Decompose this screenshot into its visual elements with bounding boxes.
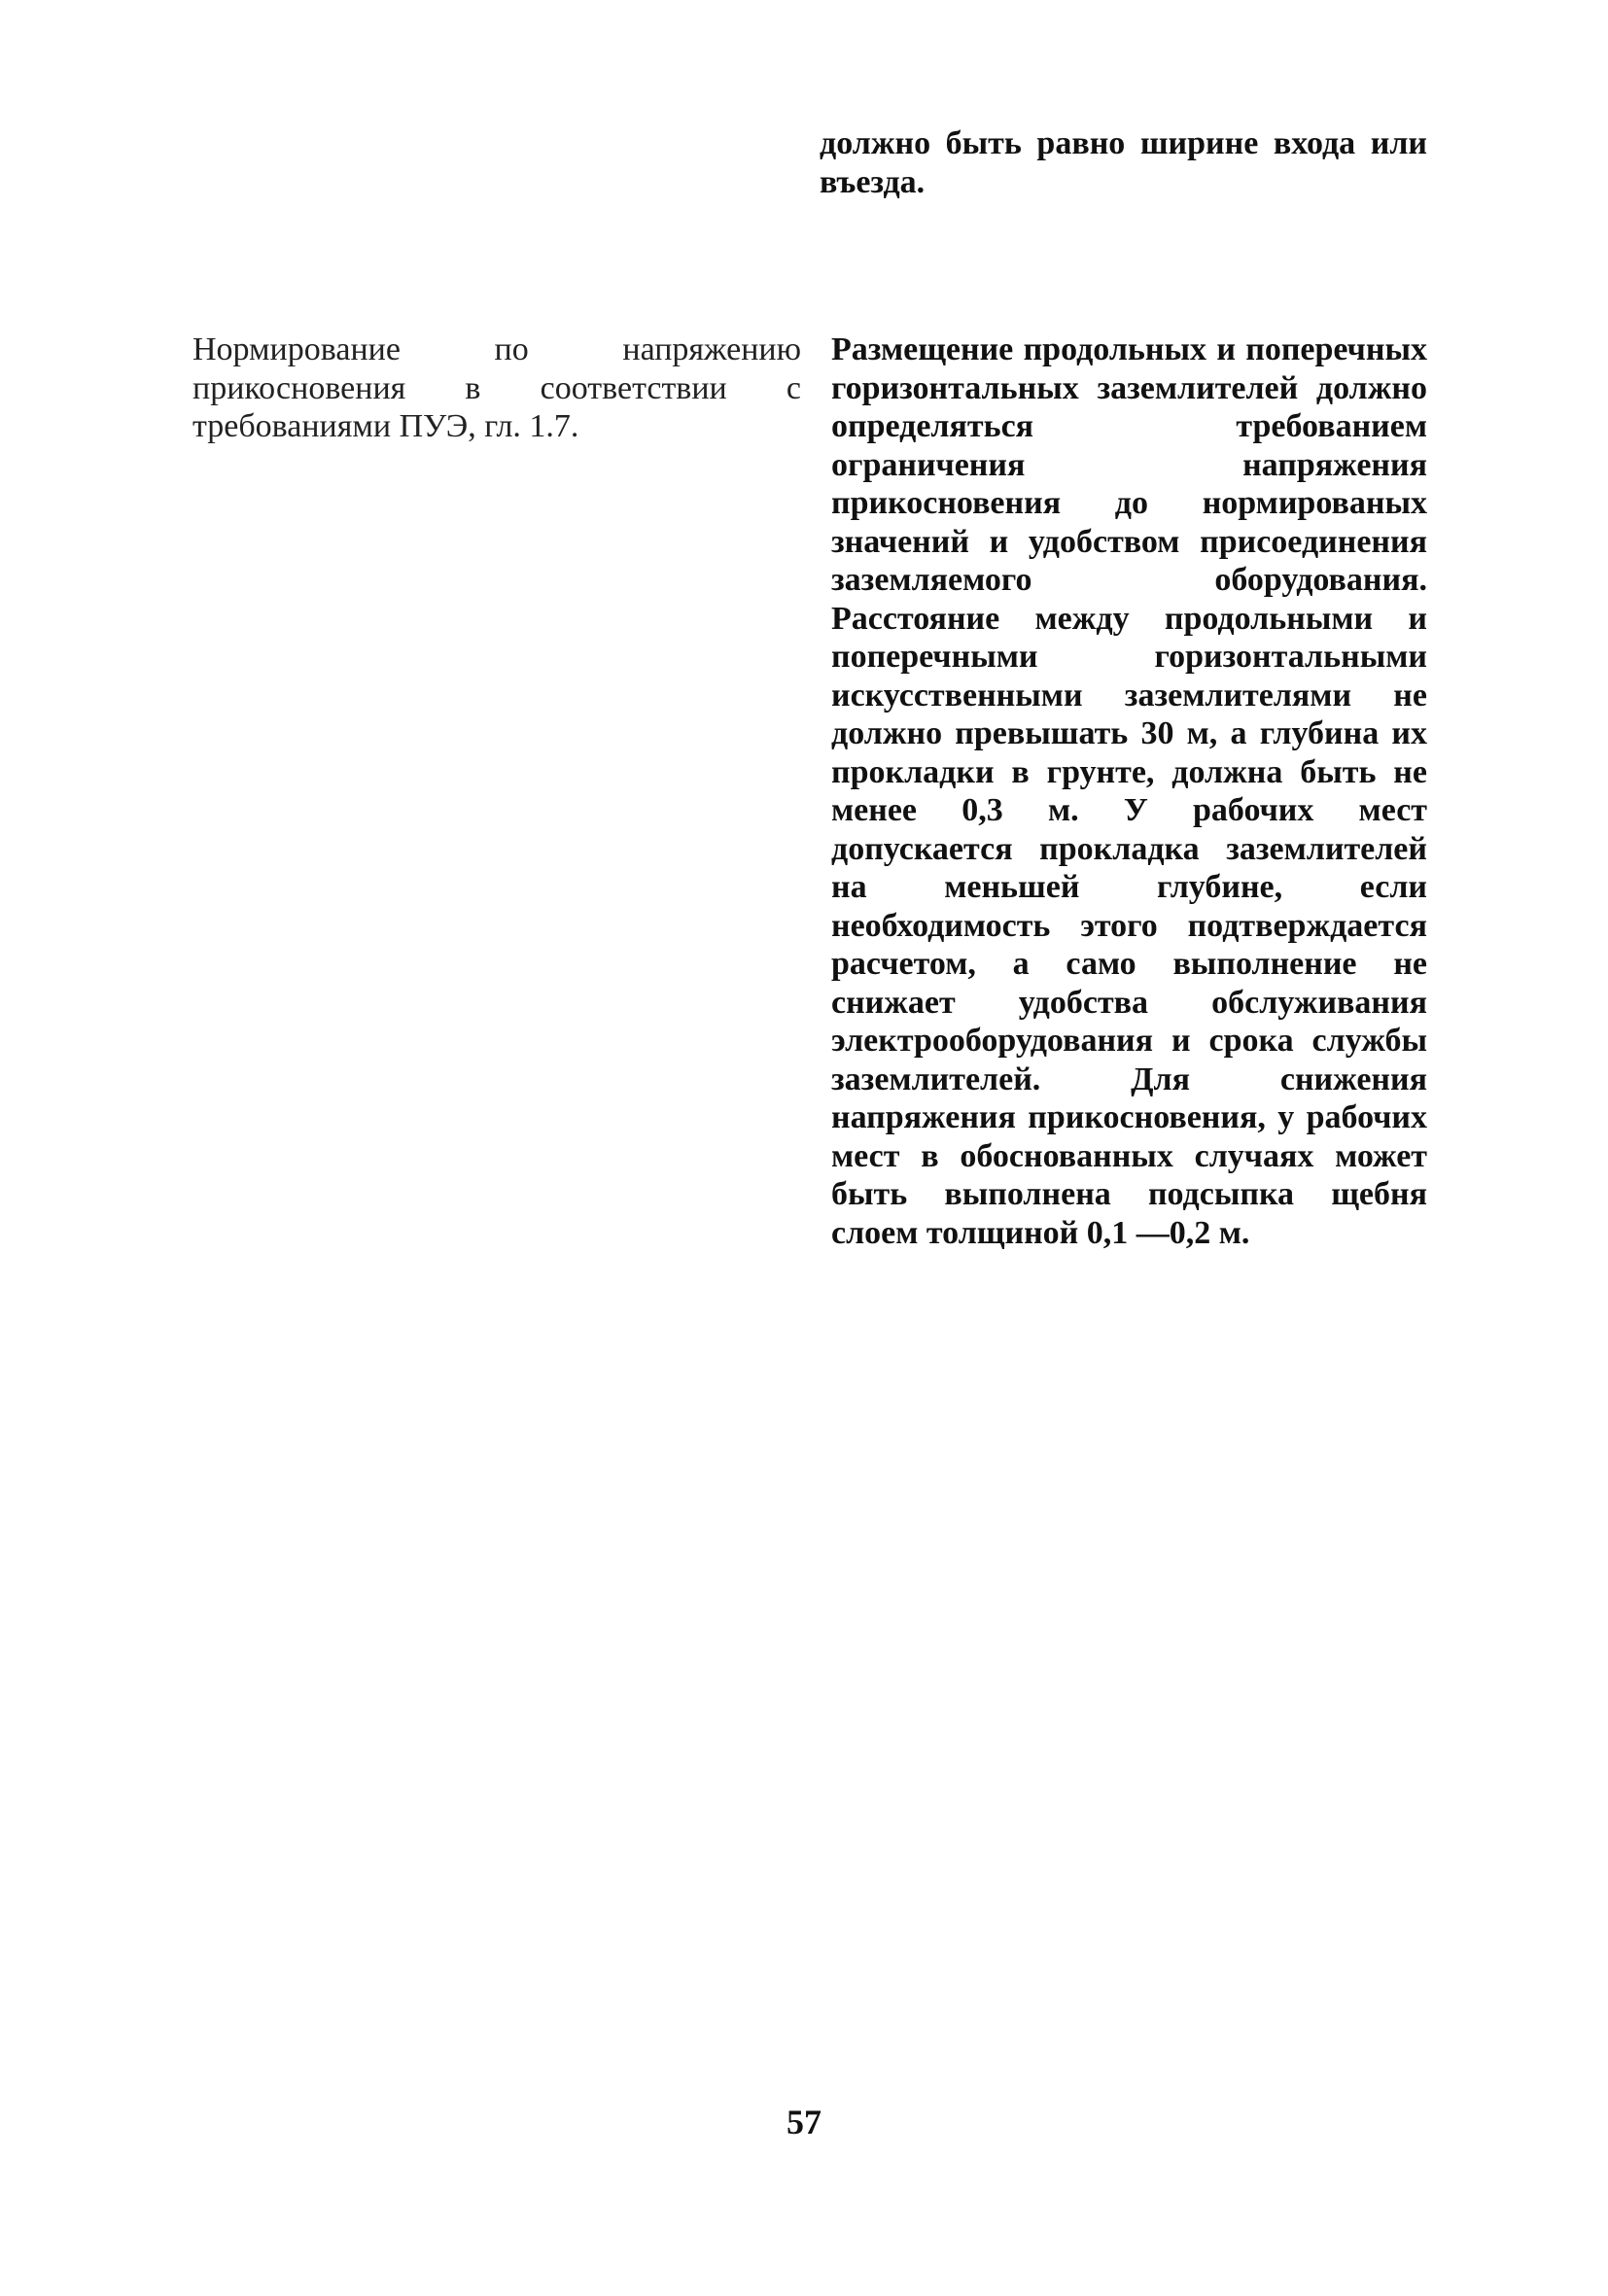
page-number: 57 bbox=[787, 2103, 821, 2141]
requirement-description-cell: Размещение продольных и поперечных горизонтальных заземлителей должно определяться требованием ограничения напряжения прикосновения до нормированых значений и удобством присоединения заземляемого оборудования. Расстояние между продольными и поперечными горизонтальными искусственными заземлителями не должно превышать 30 м, а глубина их прокладки в грунте, должна быть не менее 0,3 м. У рабочих мест допускается прокладка заземлителей на меньшей глубине, если необходимость этого подтверждается расчетом, а само выполнение не снижает удобства обслуживания электрооборудования и срока службы заземлителей. Для снижения напряжения прикосновения, у рабочих мест в обоснованных случаях может быть выполнена подсыпка щебня слоем толщиной 0,1 —0,2 м. bbox=[831, 331, 1427, 1251]
continuation-paragraph: должно быть равно ширине входа или въезда. bbox=[820, 125, 1427, 200]
requirement-name-cell: Нормирование по напряжению прикосновения в соответствии с требованиями ПУЭ, гл. 1.7. bbox=[192, 331, 801, 444]
